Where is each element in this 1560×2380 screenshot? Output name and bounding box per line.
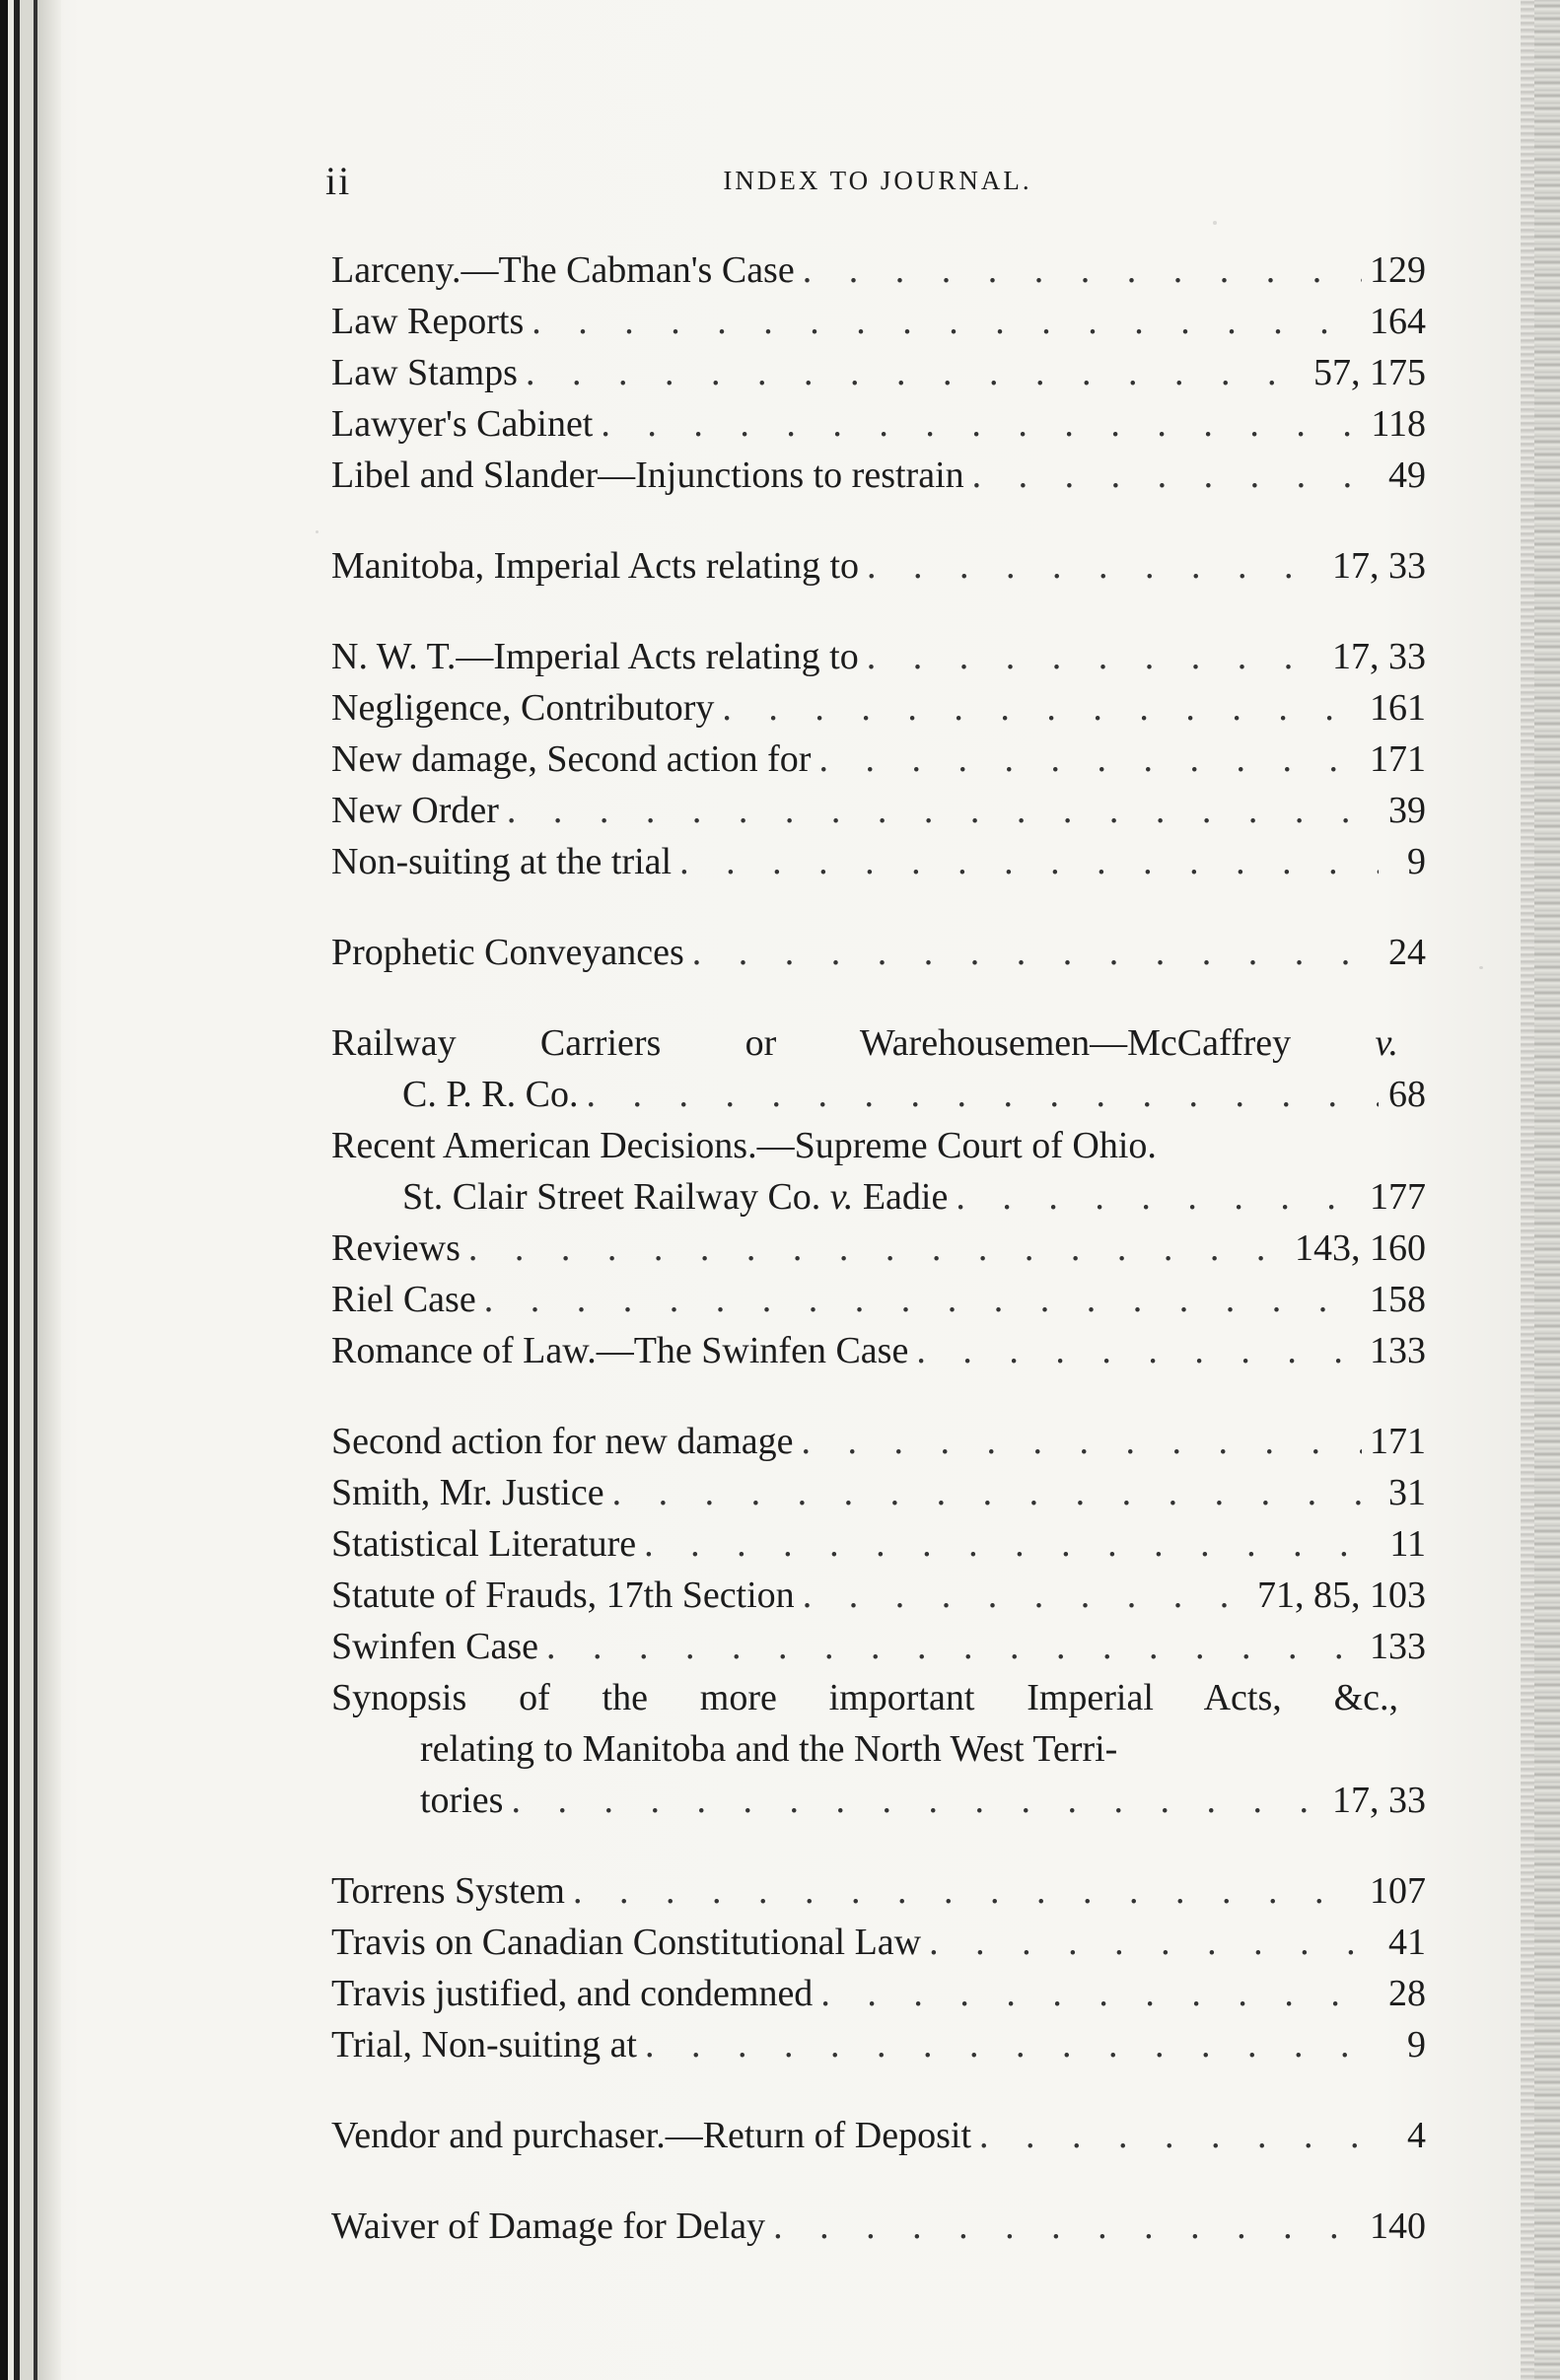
- entry-pages: 133: [1370, 1626, 1426, 1667]
- entry-term: Lawyer's Cabinet: [331, 403, 594, 445]
- entry-term: Law Stamps: [331, 352, 518, 393]
- entry-pages: 4: [1407, 2115, 1426, 2156]
- entry-pages: 24: [1388, 932, 1426, 973]
- index-entry: [331, 1416, 1426, 1467]
- dot-leader: [586, 1069, 1379, 1120]
- entry-pages: 17, 33: [1332, 545, 1426, 587]
- index-entry: [331, 682, 1426, 734]
- dot-leader: [803, 245, 1362, 296]
- entry-pages: 68: [1388, 1074, 1426, 1115]
- entry-pages: 171: [1370, 1421, 1426, 1462]
- entry-pages: 39: [1388, 790, 1426, 831]
- index-group-p: [331, 927, 1426, 978]
- dot-leader: [820, 1968, 1379, 2019]
- index-entry: [331, 1968, 1426, 2019]
- index-entry: [331, 347, 1426, 398]
- entry-term: New Order: [331, 790, 499, 831]
- scan-speck: [1479, 966, 1483, 969]
- index-entry: [331, 245, 1426, 296]
- entry-term: Vendor and purchaser.—Return of Deposit: [331, 2115, 972, 2156]
- index-entry: [331, 540, 1426, 592]
- index-entry: [331, 1917, 1426, 1968]
- dot-leader: [645, 2019, 1379, 2070]
- entry-term: Manitoba, Imperial Acts relating to: [331, 545, 860, 587]
- dot-leader: [956, 1171, 1362, 1223]
- folio: ii: [325, 159, 352, 203]
- entry-pages: 107: [1370, 1870, 1426, 1912]
- dot-leader: [818, 734, 1362, 785]
- page-edge-shadow: [1521, 0, 1534, 2380]
- dot-leader: [644, 1518, 1379, 1570]
- index-entry-recent-line1: [331, 1120, 1426, 1171]
- dot-leader: [573, 1865, 1362, 1917]
- entry-pages: 9: [1407, 2024, 1426, 2065]
- running-head: INDEX TO JOURNAL.: [723, 166, 1032, 195]
- index-entry: [331, 296, 1426, 347]
- entry-pages: 161: [1370, 687, 1426, 729]
- index-group-s: [331, 1416, 1426, 1826]
- entry-term: Libel and Slander—Injunctions to restrain: [331, 455, 964, 496]
- entry-pages: 17, 33: [1332, 636, 1426, 677]
- dot-leader: [867, 540, 1324, 592]
- dot-leader: [979, 2110, 1379, 2161]
- entry-pages: 28: [1388, 1973, 1426, 2014]
- entry-pages: 140: [1370, 2205, 1426, 2247]
- index-entry: [331, 2110, 1426, 2161]
- dot-leader: [511, 1775, 1324, 1826]
- entry-term: Waiver of Damage for Delay: [331, 2205, 766, 2247]
- index-list: [331, 245, 1426, 2291]
- index-group-m: [331, 540, 1426, 592]
- entry-term: Reviews: [331, 1227, 461, 1269]
- entry-term: Torrens System: [331, 1870, 565, 1912]
- entry-term: Swinfen Case: [331, 1626, 539, 1667]
- dot-leader: [532, 296, 1362, 347]
- index-entry-synopsis-line1: [331, 1672, 1426, 1723]
- entry-term: Non-suiting at the trial: [331, 841, 673, 882]
- index-entry-railway-line1: [331, 1017, 1426, 1069]
- entry-term: Larceny.—The Cabman's Case: [331, 249, 795, 291]
- index-entry-recent-line2: [331, 1171, 1426, 1223]
- index-group-r: [331, 1017, 1426, 1376]
- entry-term: Statute of Frauds, 17th Section: [331, 1575, 795, 1616]
- entry-term: Negligence, Contributory: [331, 687, 715, 729]
- index-entry: [331, 1518, 1426, 1570]
- entry-pages: 31: [1388, 1472, 1426, 1513]
- dot-leader: [722, 682, 1362, 734]
- entry-term: Recent American Decisions.—Supreme Court of Ohio.: [331, 1125, 1157, 1166]
- index-entry-railway-line2: [331, 1069, 1426, 1120]
- index-group-w: [331, 2201, 1426, 2252]
- index-group-n: [331, 631, 1426, 887]
- dot-leader: [468, 1223, 1287, 1274]
- dot-leader: [692, 927, 1379, 978]
- dot-leader: [972, 450, 1379, 501]
- entry-term-italic: v.: [829, 1176, 854, 1218]
- page-header: [325, 158, 1430, 207]
- entry-term: Trial, Non-suiting at: [331, 2024, 637, 2065]
- index-entry: [331, 631, 1426, 682]
- entry-pages: 49: [1388, 455, 1426, 496]
- index-entry: [331, 2019, 1426, 2070]
- entry-pages: 41: [1388, 1922, 1426, 1963]
- index-entry: [331, 1223, 1426, 1274]
- entry-term-part: Eadie: [862, 1176, 949, 1218]
- index-entry: [331, 1570, 1426, 1621]
- entry-term: Second action for new damage: [331, 1421, 794, 1462]
- index-entry: [331, 398, 1426, 450]
- index-entry: [331, 734, 1426, 785]
- dot-leader: [916, 1325, 1362, 1376]
- index-entry: [331, 1325, 1426, 1376]
- dot-leader: [679, 836, 1379, 887]
- entry-pages: 177: [1370, 1176, 1426, 1218]
- entry-term-italic: v.: [1375, 1022, 1398, 1064]
- entry-term: Romance of Law.—The Swinfen Case: [331, 1330, 909, 1371]
- entry-pages: 17, 33: [1332, 1780, 1426, 1821]
- entry-pages: 129: [1370, 249, 1426, 291]
- entry-pages: 118: [1371, 403, 1426, 445]
- entry-pages: 71, 85, 103: [1257, 1575, 1426, 1616]
- entry-term: N. W. T.—Imperial Acts relating to: [331, 636, 859, 677]
- dot-leader: [867, 631, 1324, 682]
- entry-term: relating to Manitoba and the North West Terri-: [420, 1728, 1118, 1770]
- index-entry: [331, 785, 1426, 836]
- dot-leader: [484, 1274, 1362, 1325]
- entry-pages: 158: [1370, 1279, 1426, 1320]
- entry-term: [402, 1171, 948, 1223]
- entry-term: Travis justified, and condemned: [331, 1973, 814, 2014]
- index-group-v: [331, 2110, 1426, 2161]
- dot-leader: [802, 1416, 1363, 1467]
- entry-term: C. P. R. Co.: [402, 1074, 579, 1115]
- entry-pages: 9: [1407, 841, 1426, 882]
- entry-term: Smith, Mr. Justice: [331, 1472, 604, 1513]
- entry-term-part: St. Clair Street Railway Co.: [402, 1176, 821, 1218]
- index-entry-synopsis-line3: [331, 1775, 1426, 1826]
- dot-leader: [773, 2201, 1362, 2252]
- dot-leader: [929, 1917, 1379, 1968]
- entry-term: Statistical Literature: [331, 1523, 637, 1565]
- entry-term: Synopsis of the more important Imperial Acts, &c.,: [331, 1677, 1398, 1718]
- dot-leader: [526, 347, 1306, 398]
- dot-leader: [612, 1467, 1379, 1518]
- scan-speck: [1213, 221, 1217, 225]
- index-entry: [331, 1865, 1426, 1917]
- entry-pages: 164: [1370, 301, 1426, 342]
- scan-speck: [316, 530, 319, 533]
- page-edge: [1534, 0, 1560, 2380]
- index-group-l: [331, 245, 1426, 501]
- index-entry-synopsis-line2: [331, 1723, 1426, 1775]
- entry-term: tories: [420, 1780, 504, 1821]
- entry-term: Railway Carriers or Warehousemen—McCaffrey: [331, 1022, 1292, 1064]
- entry-term: Law Reports: [331, 301, 525, 342]
- index-entry: [331, 1467, 1426, 1518]
- dot-leader: [803, 1570, 1249, 1621]
- entry-pages: 133: [1370, 1330, 1426, 1371]
- dot-leader: [601, 398, 1363, 450]
- entry-term: New damage, Second action for: [331, 738, 812, 780]
- index-entry: [331, 836, 1426, 887]
- binding-edge: [0, 0, 61, 2380]
- index-entry: [331, 2201, 1426, 2252]
- dot-leader: [546, 1621, 1362, 1672]
- entry-pages: 11: [1389, 1523, 1426, 1565]
- index-group-t: [331, 1865, 1426, 2070]
- index-entry: [331, 1274, 1426, 1325]
- entry-term: Prophetic Conveyances: [331, 932, 684, 973]
- entry-pages: 57, 175: [1313, 352, 1426, 393]
- index-entry: [331, 1621, 1426, 1672]
- dot-leader: [507, 785, 1379, 836]
- entry-term: Riel Case: [331, 1279, 476, 1320]
- index-entry: [331, 450, 1426, 501]
- entry-pages: 143, 160: [1295, 1227, 1426, 1269]
- index-entry: [331, 927, 1426, 978]
- entry-term: Travis on Canadian Constitutional Law: [331, 1922, 922, 1963]
- entry-pages: 171: [1370, 738, 1426, 780]
